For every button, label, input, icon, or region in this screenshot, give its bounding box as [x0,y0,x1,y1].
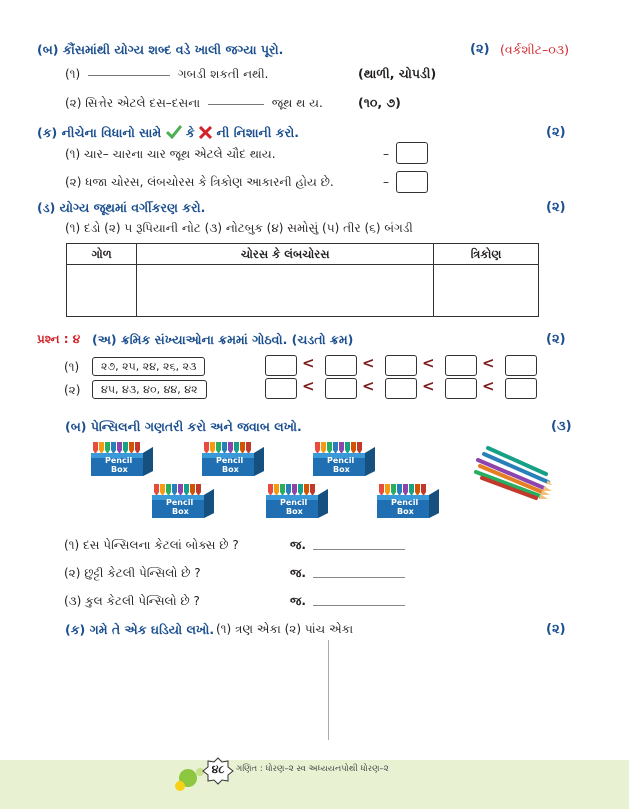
answer-line-2[interactable] [313,577,405,578]
order-answer-box[interactable] [265,378,297,399]
sec-b2-title: (બ) પેન્સિલની ગણતરી કરો અને જવાબ લખો. [65,419,302,434]
less-than-sign: < [422,377,435,395]
sec-b-title: (બ) કૌંસમાંથી યોગ્ય શબ્દ વડે ખાલી જગ્યા પૂરો. [37,42,284,57]
cell-square[interactable] [137,265,434,317]
worksheet-label: (વર્કશીટ–૦૩) [500,42,569,57]
sec-b2-q2: (૨) છુટ્ટી કેટલી પેન્સિલો છે ? [64,566,201,580]
sec-b-q2-post: જૂથ થ ય. [271,96,323,110]
sec-k2-title: (ક) ગમે તે એક ઘડિયો લખો. [65,622,215,637]
loose-pencils-icon [470,440,552,502]
pencil-box-label: Pencil [105,456,133,465]
answer-line-3[interactable] [313,605,405,606]
order-answer-box[interactable] [325,355,357,376]
less-than-sign: < [362,354,375,372]
order-answer-box[interactable] [445,378,477,399]
order-answer-box[interactable] [445,355,477,376]
order-answer-box[interactable] [505,355,537,376]
q4-title: (અ) ક્રમિક સંખ્યાઓના ક્રમમાં ગોઠવો. (ચડતો ક્રમ) [92,332,354,347]
sec-k-marks: (૨) [546,125,566,140]
sec-b-q2-text: (૨) સિત્તેર એટલે દસ–દસના [65,96,201,110]
page-number: ૪૮ [211,763,225,776]
tick-icon [166,125,182,139]
less-than-sign: < [362,377,375,395]
col-square: ચોરસ કે લંબચોરસ [137,244,434,265]
sec-k-title-c: ની નિશાની કરો. [216,125,299,140]
sec-k-q2: (૨) ધજા ચોરસ, લંબચોરસ કે ત્રિકોણ આકારની હોય છે. [65,175,334,189]
less-than-sign: < [482,354,495,372]
sec-b-q2 [65,96,323,111]
order-answer-box[interactable] [505,378,537,399]
cross-icon [199,126,212,139]
pencil-box [150,483,216,519]
pencil-box-label: Pencil [216,456,244,465]
sec-d-items: (૧) દડો (૨) ૫ રૂપિયાની નોટ (૩) નોટબુક (૪) સમોસું (૫) તીર (૬) બંગડી [65,221,413,235]
sec-d-title: (ડ) યોગ્ય જૂથમાં વર્ગીકરણ કરો. [37,200,206,215]
less-than-sign: < [482,377,495,395]
sec-b-q1-options: (થાળી, ચોપડી) [358,66,437,81]
less-than-sign: < [302,377,315,395]
pencil-box-label-2: Box [172,507,189,516]
pencil-box-label-2: Box [222,465,239,474]
q4-row2-num: (૨) [64,383,81,397]
pencil-box-label-2: Box [111,465,128,474]
sec-b2-q1: (૧) દસ પેન્સિલના કેટલાં બોક્સ છે ? [64,538,239,552]
sec-b2-marks: (૩) [551,419,572,434]
sec-b2-q3: (૩) કુલ કેટલી પેન્સિલો છે ? [64,594,200,608]
pencil-box [311,441,377,477]
less-than-sign: < [422,354,435,372]
col-round: ગોળ [67,244,137,265]
col-triangle: ત્રિકોણ [434,244,539,265]
pencil-box [200,441,266,477]
sec-k-q1: (૧) ચાર– ચારના ચાર જૂથ એટલે ચૌદ થાય. [65,147,276,161]
classification-table [66,243,539,317]
less-than-sign: < [302,354,315,372]
blank-1[interactable] [88,75,170,76]
cell-round[interactable] [67,265,137,317]
blank-2[interactable] [208,104,264,105]
ans-label-1: જ. [290,538,306,552]
ans-label-3: જ. [290,594,306,608]
answer-divider [328,640,329,740]
sec-b-q2-options: (૧૦, ૭) [358,95,401,110]
tick-box-1[interactable] [396,142,428,164]
order-answer-box[interactable] [265,355,297,376]
sec-k-dash-2: – [383,175,389,189]
pencil-box-label: Pencil [327,456,355,465]
pencil-box-label-2: Box [397,507,414,516]
pencil-box-label: Pencil [280,498,308,507]
pencil-box-label: Pencil [391,498,419,507]
sec-k-title [37,125,299,141]
sec-b-q1-text: ગબડી શકતી નથી. [177,67,269,81]
pencil-box [375,483,441,519]
sec-k2-options: (૧) ત્રણ એકા (૨) પાંચ એકા [216,622,354,636]
q4-row1-num: (૧) [64,360,80,374]
sec-b-marks: (૨) [470,42,490,57]
q4-label: પ્રશ્ન : ૪ [37,332,81,346]
ans-label-2: જ. [290,566,306,580]
pencil-box-label: Pencil [166,498,194,507]
sec-b-q1-num: (૧) [65,67,81,81]
sec-b-q1 [65,67,268,82]
pencil-box-label-2: Box [333,465,350,474]
footer-text: ગણિત : ધોરણ–૨ સ્વ અધ્યયનપોથી ધોરણ–૨ [236,764,389,774]
sec-k-dash-1: – [383,147,389,161]
tick-box-2[interactable] [396,171,428,193]
order-answer-box[interactable] [325,378,357,399]
pencil-box-label-2: Box [286,507,303,516]
sec-d-marks: (૨) [546,200,566,215]
pencil-box [264,483,330,519]
cell-triangle[interactable] [434,265,539,317]
order-answer-box[interactable] [385,378,417,399]
sec-k2-marks: (૨) [546,622,566,637]
q4-row1-sequence: ૨૭, ૨૫, ૨૪, ૨૬, ૨૩ [92,357,205,376]
q4-row2-sequence: ૪૫, ૪૩, ૪૦, ૪૪, ૪૨ [92,380,207,399]
pencil-box [89,441,155,477]
answer-line-1[interactable] [313,549,405,550]
order-answer-box[interactable] [385,355,417,376]
q4-marks: (૨) [546,332,566,347]
sec-k-title-a: (ક) નીચેના વિધાનો સામે [37,125,162,140]
sec-k-title-b: કે [185,125,195,140]
